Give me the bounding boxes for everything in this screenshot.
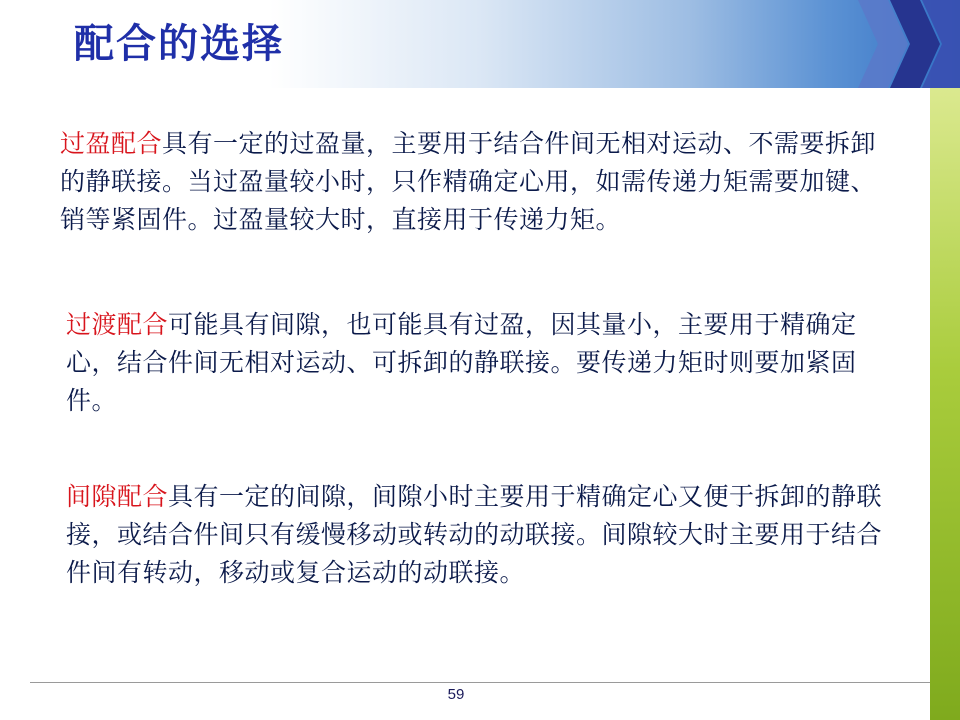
paragraph-text: 具有一定的间隙，间隙小时主要用于精确定心又便于拆卸的静联接，或结合件间只有缓慢移动或转动的动联接。间隙较大时主要用于结合件间有转动，移动或复合运动的动联接。 [66, 482, 883, 587]
chevron-arrow-icon [858, 0, 960, 88]
page-number: 59 [447, 686, 465, 703]
keyword-interference-fit: 过盈配合 [60, 129, 163, 158]
side-accent-bar [930, 88, 960, 720]
paragraph-clearance-fit [66, 478, 906, 592]
keyword-transition-fit: 过渡配合 [66, 310, 169, 339]
paragraph-interference-fit [60, 125, 900, 239]
footer-divider [30, 682, 930, 683]
keyword-clearance-fit: 间隙配合 [66, 482, 169, 511]
paragraph-text: 可能具有间隙，也可能具有过盈，因其量小，主要用于精确定心，结合件间无相对运动、可拆卸的静联接。要传递力矩时则要加紧固件。 [66, 310, 857, 415]
paragraph-transition-fit [66, 306, 906, 420]
paragraph-text: 具有一定的过盈量，主要用于结合件间无相对运动、不需要拆卸的静联接。当过盈量较小时，只作精确定心用，如需传递力矩需要加键、销等紧固件。过盈量较大时，直接用于传递力矩。 [60, 129, 877, 234]
slide-title: 配合的选择 [74, 21, 284, 67]
